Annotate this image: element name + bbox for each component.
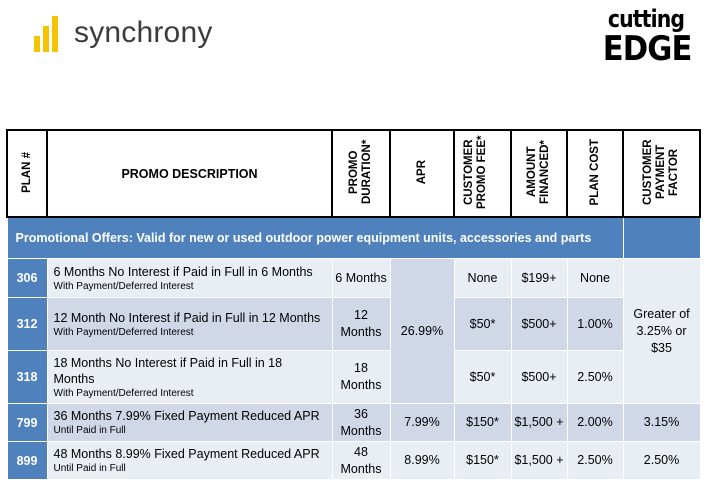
promo-duration: 48 Months	[332, 442, 390, 480]
promo-description	[47, 442, 332, 480]
promo-duration: 12 Months	[332, 298, 390, 351]
plan-number: 899	[7, 442, 47, 480]
promo-duration: 36 Months	[332, 404, 390, 442]
plan-cost: None	[567, 259, 623, 298]
promo-fee: $50*	[454, 298, 511, 351]
cutting-edge-line2: EDGE	[602, 29, 692, 69]
section-spacer	[623, 217, 700, 259]
amount-financed: $1,500 +	[511, 404, 567, 442]
payment-factor: 3.15%	[623, 404, 700, 442]
table-row	[7, 442, 700, 480]
header-apr: APR	[390, 130, 454, 217]
promo-description-main: 18 Months No Interest if Paid in Full in 18 Months	[53, 355, 283, 386]
table-row	[7, 298, 700, 351]
promo-description	[47, 404, 332, 442]
plan-number: 306	[7, 259, 47, 298]
header-description: PROMO DESCRIPTION	[47, 130, 332, 217]
promo-description-main: 48 Months 8.99% Fixed Payment Reduced APR	[53, 447, 320, 461]
section-row	[7, 217, 700, 259]
promo-description-sub: Until Paid in Full	[53, 463, 126, 474]
promo-description-sub: With Payment/Deferred Interest	[53, 387, 194, 399]
promo-description-sub: Until Paid in Full	[53, 425, 126, 436]
promo-duration: 18 Months	[332, 351, 390, 404]
promo-description	[47, 259, 332, 298]
promo-description-main: 36 Months 7.99% Fixed Payment Reduced APR	[53, 409, 320, 423]
header-plan: PLAN #	[7, 130, 47, 217]
promo-fee: $50*	[454, 351, 511, 404]
table-row	[7, 404, 700, 442]
plan-number: 799	[7, 404, 47, 442]
amount-financed: $500+	[511, 351, 567, 404]
promo-description-main: 6 Months No Interest if Paid in Full in 6 Months	[53, 264, 313, 279]
synchrony-bars-icon	[34, 16, 64, 52]
header-fee: CUSTOMER PROMO FEE*	[454, 130, 511, 217]
plan-number: 312	[7, 298, 47, 351]
promo-duration: 6 Months	[332, 259, 390, 298]
amount-financed: $500+	[511, 298, 567, 351]
table-row	[7, 259, 700, 298]
promo-description-sub: With Payment/Deferred Interest	[53, 326, 194, 338]
header-financed: AMOUNT FINANCED*	[511, 130, 567, 217]
promo-description-main: 12 Month No Interest if Paid in Full in 12 Months	[53, 310, 321, 325]
promo-description	[47, 298, 332, 351]
section-title: Promotional Offers: Valid for new or used outdoor power equipment units, accessories and parts	[7, 217, 623, 259]
promo-fee: $150*	[454, 442, 511, 480]
promo-fee: $150*	[454, 404, 511, 442]
plan-cost: 2.50%	[567, 351, 623, 404]
amount-financed: $199+	[511, 259, 567, 298]
cutting-edge-logo	[598, 6, 694, 70]
header-cost: PLAN COST	[567, 130, 623, 217]
header-factor: CUSTOMER PAYMENT FACTOR	[623, 130, 700, 217]
table-row	[7, 351, 700, 404]
header-duration: PROMO DURATION*	[332, 130, 390, 217]
apr: 7.99%	[390, 404, 454, 442]
shared-payment-factor: Greater of 3.25% or $35	[623, 259, 700, 404]
promo-description	[47, 351, 332, 404]
synchrony-wordmark: synchrony	[74, 16, 213, 49]
header-row	[7, 130, 700, 217]
shared-apr: 26.99%	[390, 259, 454, 404]
promo-table	[6, 129, 701, 480]
payment-factor: 2.50%	[623, 442, 700, 480]
promo-description-sub: With Payment/Deferred Interest	[53, 280, 194, 292]
synchrony-logo	[34, 14, 244, 54]
plan-cost: 2.50%	[567, 442, 623, 480]
amount-financed: $1,500 +	[511, 442, 567, 480]
apr: 8.99%	[390, 442, 454, 480]
plan-cost: 1.00%	[567, 298, 623, 351]
plan-number: 318	[7, 351, 47, 404]
plan-cost: 2.00%	[567, 404, 623, 442]
cutting-edge-line1: cutting	[607, 5, 685, 33]
promo-fee: None	[454, 259, 511, 298]
